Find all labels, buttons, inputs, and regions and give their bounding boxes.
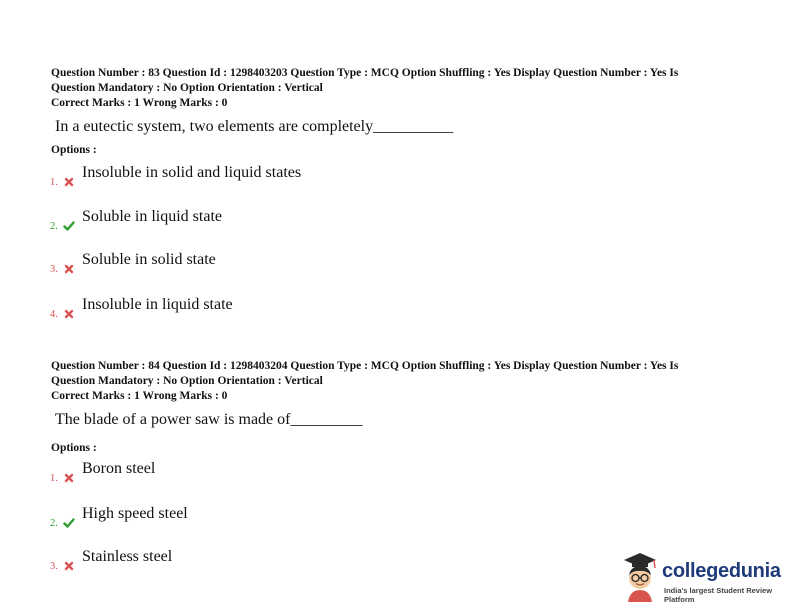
brand-tagline: India's largest Student Review Platform (664, 586, 773, 604)
option-number: 1. (50, 177, 58, 188)
question-84-metadata (51, 359, 751, 404)
option-text: Insoluble in liquid state (82, 296, 233, 313)
wrong-cross-icon (63, 472, 75, 484)
q83-options-label: Options : (51, 144, 97, 156)
option-number: 3. (50, 264, 58, 275)
option-number: 4. (50, 309, 58, 320)
correct-check-icon (63, 517, 75, 529)
brand-name: collegedunia (662, 560, 781, 582)
option-text: Soluble in solid state (82, 251, 216, 268)
q84-meta-line3: Correct Marks : 1 Wrong Marks : 0 (51, 390, 228, 402)
wrong-cross-icon (63, 176, 75, 188)
q84-meta-line1: Question Number : 84 Question Id : 1298403204 Question Type : MCQ Option Shuffling : Yes Display Question Number : Yes Is (51, 360, 679, 372)
question-83-metadata (51, 66, 751, 111)
option-text: Insoluble in solid and liquid states (82, 164, 302, 181)
question-84-text: The blade of a power saw is made of_________ (55, 411, 363, 428)
student-mascot-icon (618, 548, 662, 604)
wrong-cross-icon (63, 308, 75, 320)
option-text: Soluble in liquid state (82, 208, 222, 225)
collegedunia-logo (618, 548, 788, 604)
option-number: 3. (50, 561, 58, 572)
q83-meta-line3: Correct Marks : 1 Wrong Marks : 0 (51, 97, 228, 109)
question-83-text: In a eutectic system, two elements are completely__________ (55, 118, 454, 135)
option-number: 2. (50, 518, 58, 529)
correct-check-icon (63, 220, 75, 232)
q84-meta-line2: Question Mandatory : No Option Orientation : Vertical (51, 375, 323, 387)
option-text: High speed steel (82, 505, 188, 522)
wrong-cross-icon (63, 263, 75, 275)
wrong-cross-icon (63, 560, 75, 572)
q83-meta-line2: Question Mandatory : No Option Orientation : Vertical (51, 82, 323, 94)
q83-meta-line1: Question Number : 83 Question Id : 1298403203 Question Type : MCQ Option Shuffling : Yes Display Question Number : Yes Is (51, 67, 679, 79)
option-text: Boron steel (82, 460, 156, 477)
q84-options-label: Options : (51, 442, 97, 454)
option-number: 1. (50, 473, 58, 484)
option-text: Stainless steel (82, 548, 173, 565)
option-number: 2. (50, 221, 58, 232)
